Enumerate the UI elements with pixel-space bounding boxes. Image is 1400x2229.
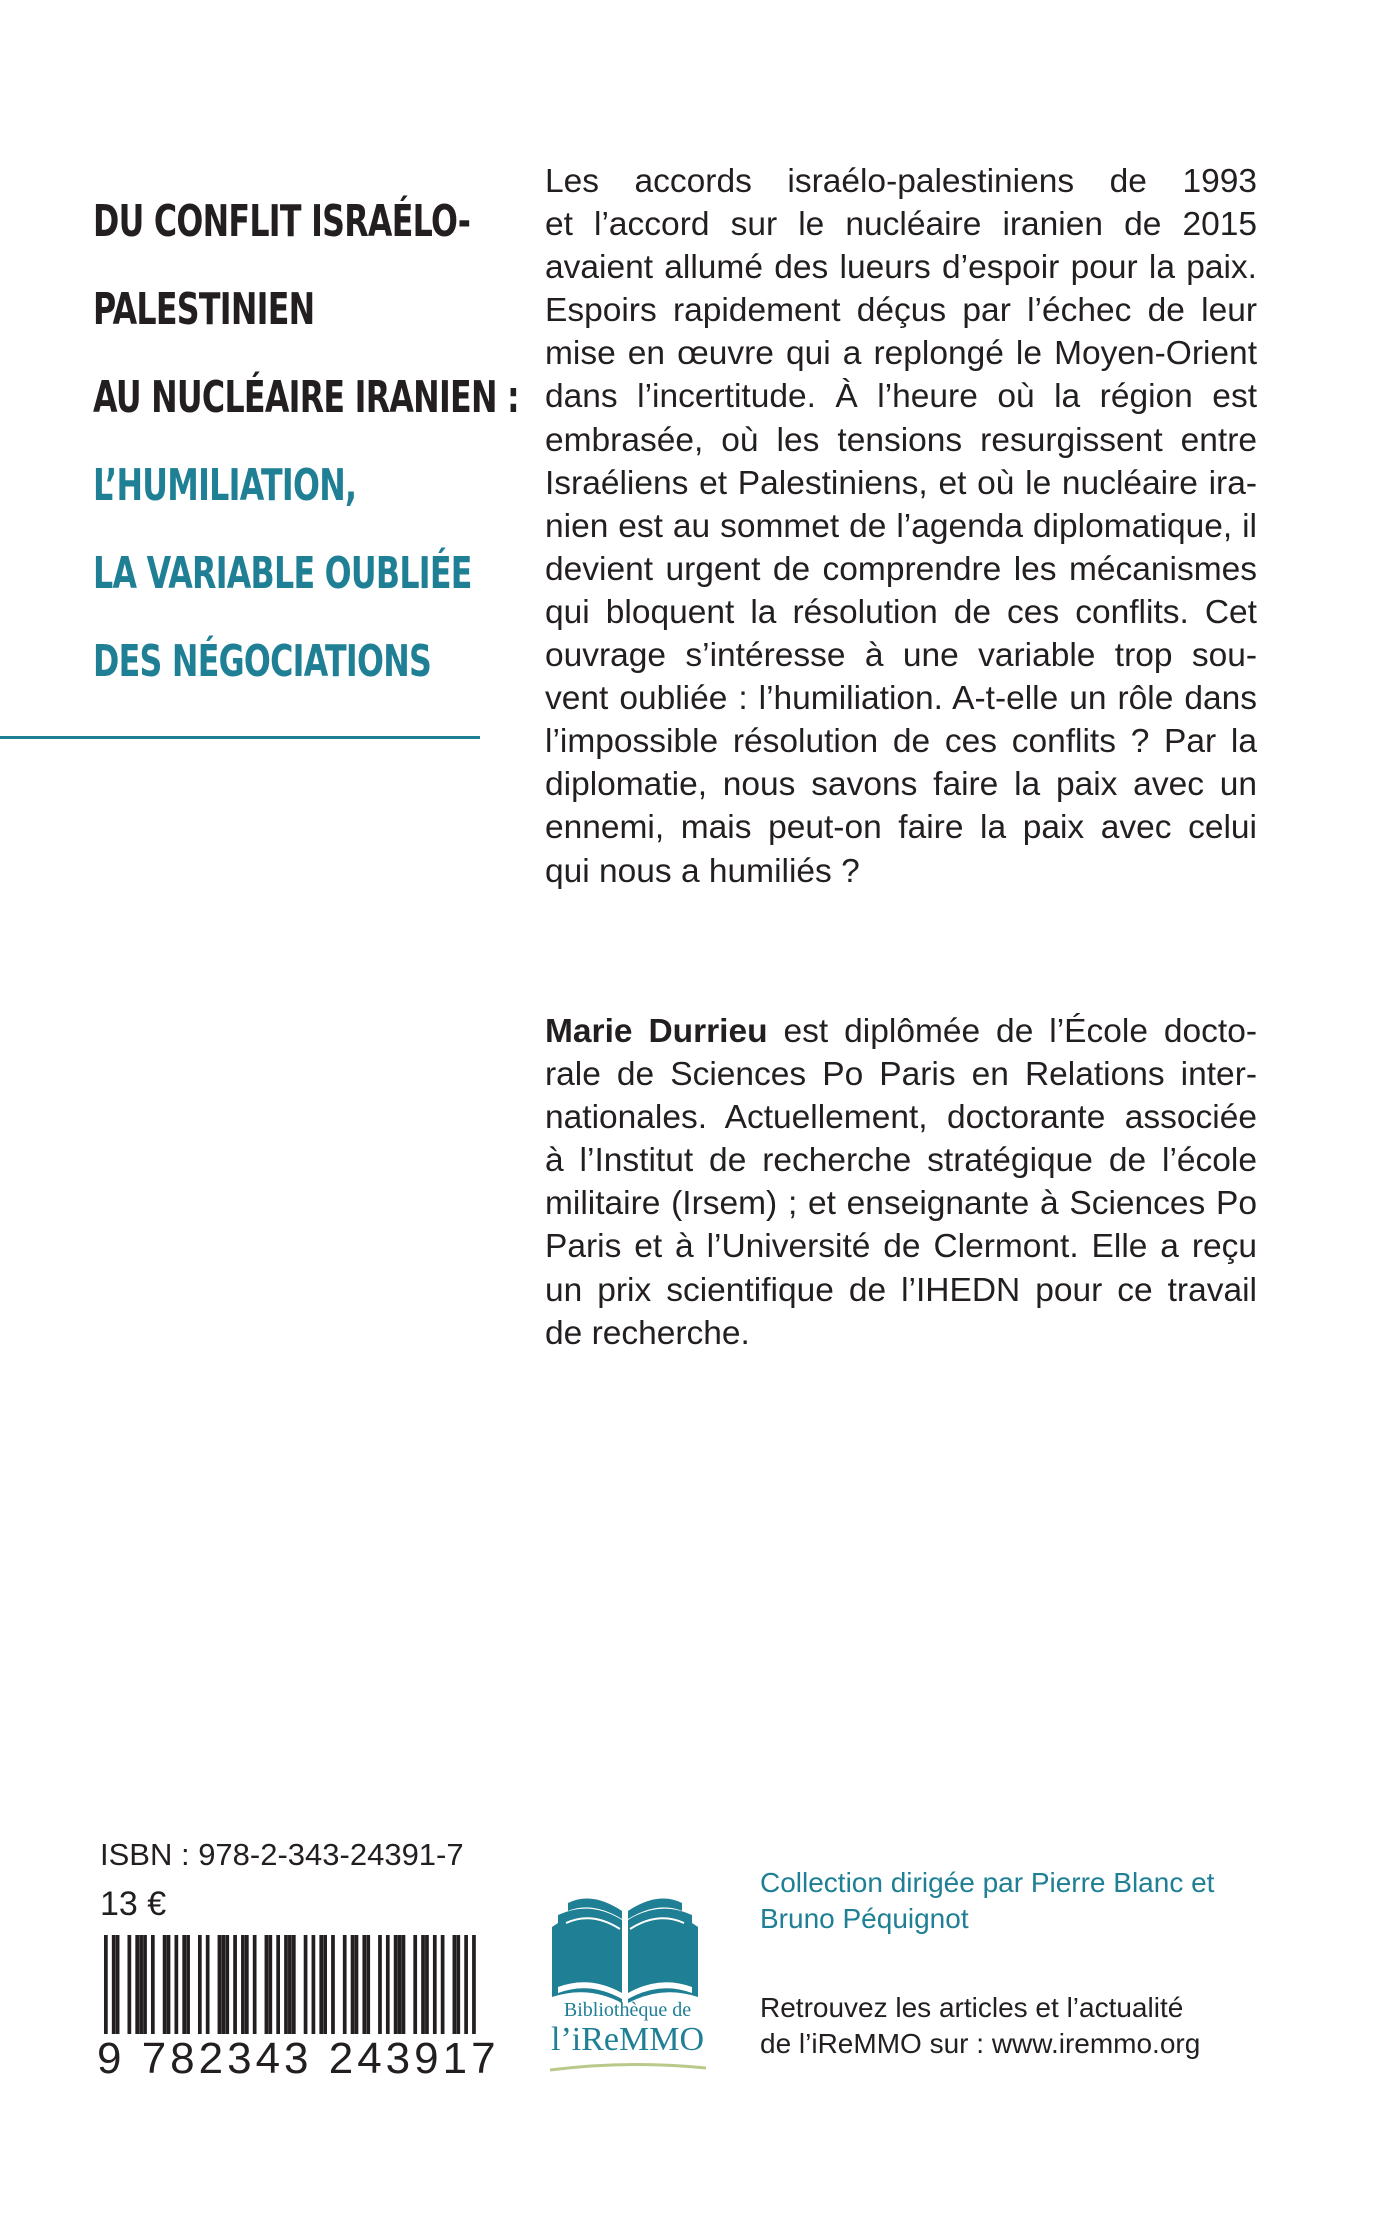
publisher-logo-line-2: l’iReMMO bbox=[551, 2021, 704, 2058]
isbn-text: ISBN : 978-2-343-24391-7 bbox=[100, 1837, 464, 1872]
bio-first-line-rest: est diplômée de l’École docto- bbox=[767, 1013, 1257, 1050]
barcode-digits bbox=[95, 2033, 502, 2085]
title-line-3: AU NUCLÉAIRE IRANIEN : bbox=[93, 372, 520, 423]
blurb-line: dans l’incertitude. À l’heure où la région est bbox=[545, 378, 1257, 416]
collection-line-1: Collection dirigée par Pierre Blanc et bbox=[760, 1867, 1215, 1898]
title-divider bbox=[0, 736, 480, 739]
blurb-line: qui nous a humiliés ? bbox=[545, 852, 860, 890]
logo-swoosh-icon bbox=[548, 2060, 708, 2074]
website-note-line-1: Retrouvez les articles et l’actualité bbox=[760, 1992, 1184, 2023]
subtitle-line-2: LA VARIABLE OUBLIÉE bbox=[93, 548, 472, 599]
book-blurb bbox=[545, 160, 1257, 893]
blurb-line: embrasée, où les tensions resurgissent entre bbox=[545, 421, 1257, 459]
barcode-number: 9 782343 243917 bbox=[97, 2034, 500, 2083]
bio-line: de recherche. bbox=[545, 1314, 750, 1352]
book-title bbox=[93, 178, 520, 706]
title-line-2: PALESTINIEN bbox=[93, 284, 315, 335]
price-text: 13 € bbox=[100, 1885, 167, 1923]
collection-line-2: Bruno Péquignot bbox=[760, 1903, 969, 1934]
bio-line: à l’Institut de recherche stratégique de l’école bbox=[545, 1142, 1257, 1180]
bio-line: rale de Sciences Po Paris en Relations inter- bbox=[545, 1056, 1257, 1094]
blurb-line: ouvrage s’intéresse à une variable trop sou- bbox=[545, 637, 1257, 675]
blurb-line: Espoirs rapidement déçus par l’échec de leur bbox=[545, 292, 1257, 330]
blurb-line: avaient allumé des lueurs d’espoir pour la paix. bbox=[545, 249, 1257, 287]
blurb-line: diplomatie, nous savons faire la paix avec un bbox=[545, 766, 1257, 804]
author-bio bbox=[545, 1010, 1257, 1355]
bio-line: nationales. Actuellement, doctorante associée bbox=[545, 1099, 1257, 1137]
bio-line: militaire (Irsem) ; et enseignante à Sciences Po bbox=[545, 1185, 1257, 1223]
publisher-logo-line-1: Bibliothèque de bbox=[563, 1999, 692, 2021]
blurb-line: Les accords israélo-palestiniens de 1993 bbox=[545, 163, 1257, 200]
subtitle-line-1: L’HUMILIATION, bbox=[93, 460, 357, 511]
blurb-line: qui bloquent la résolution de ces conflits. Cet bbox=[545, 593, 1257, 631]
blurb-line: l’impossible résolution de ces conflits ? Par la bbox=[545, 723, 1257, 761]
blurb-line: vent oubliée : l’humiliation. A-t-elle un rôle dans bbox=[545, 680, 1257, 718]
bio-line: un prix scientifique de l’IHEDN pour ce travail bbox=[545, 1271, 1257, 1309]
blurb-line: et l’accord sur le nucléaire iranien de 2015 bbox=[545, 206, 1257, 244]
subtitle-line-3: DES NÉGOCIATIONS bbox=[93, 636, 432, 687]
title-line-1: DU CONFLIT ISRAÉLO- bbox=[93, 196, 471, 247]
author-name: Marie Durrieu bbox=[545, 1013, 768, 1050]
blurb-line: mise en œuvre qui a replongé le Moyen-Orient bbox=[545, 335, 1257, 373]
collection-credit bbox=[760, 1865, 1280, 1937]
website-note-line-2: de l’iReMMO sur : www.iremmo.org bbox=[760, 2028, 1201, 2059]
bio-line bbox=[545, 1010, 1257, 1053]
blurb-line: Israéliens et Palestiniens, et où le nucléaire ira- bbox=[545, 464, 1257, 502]
bio-line: Paris et à l’Université de Clermont. Elle a reçu bbox=[545, 1228, 1257, 1266]
blurb-line: nien est au sommet de l’agenda diplomatique, il bbox=[545, 507, 1257, 545]
blurb-line: ennemi, mais peut-on faire la paix avec celui bbox=[545, 809, 1257, 847]
website-note bbox=[760, 1990, 1300, 2062]
blurb-line: devient urgent de comprendre les mécanismes bbox=[545, 550, 1257, 588]
